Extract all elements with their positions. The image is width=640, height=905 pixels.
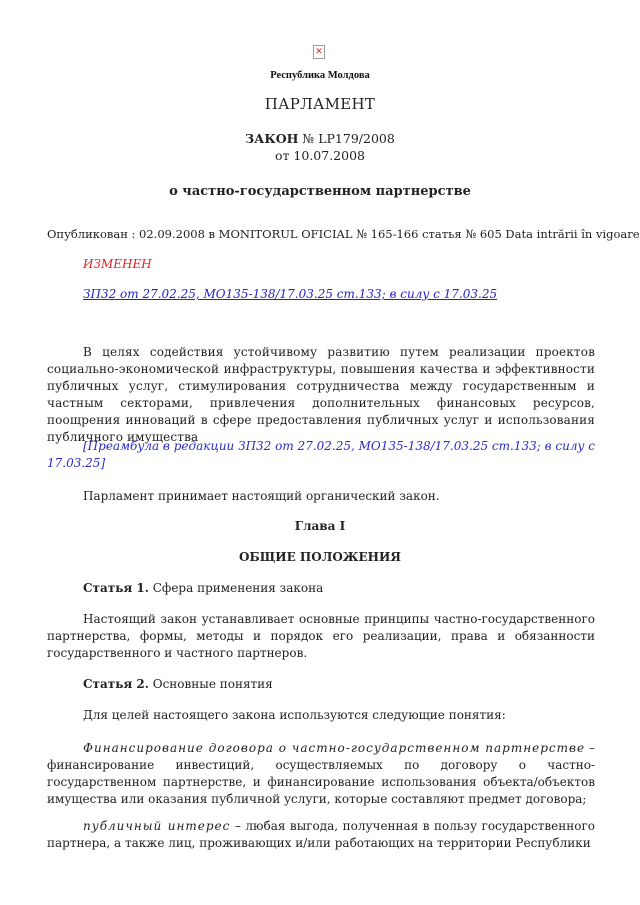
definition-term: публичный интерес bbox=[83, 819, 231, 833]
chapter-number: Глава I bbox=[294, 519, 346, 533]
parliament-heading: ПАРЛАМЕНТ bbox=[264, 95, 376, 113]
definition-item bbox=[47, 818, 595, 852]
law-title: о частно-государственном партнерстве bbox=[169, 184, 471, 199]
article-2-intro: Для целей настоящего закона используются следующие понятия: bbox=[83, 708, 506, 722]
article-1-heading bbox=[83, 580, 323, 597]
definition-term: Финансирование договора о частно-государственном партнерстве bbox=[83, 741, 586, 755]
definition-item bbox=[47, 740, 595, 808]
modified-status: ИЗМЕНЕН bbox=[83, 257, 152, 271]
broken-image-icon: ✕ bbox=[313, 45, 325, 59]
article-1-paragraph: Настоящий закон устанавливает основные принципы частно-государственного партнерства, формы, методы и порядок его реализации, права и обязанности государственного и частного партнеров. bbox=[47, 612, 595, 660]
publication-info: Опубликован : 02.09.2008 в MONITORUL OFICIAL № 165-166 статья № 605 Data intrării în vigoare bbox=[47, 227, 640, 241]
preamble-text: В целях содействия устойчивому развитию путем реализации проектов социально-экономической инфраструктуры, повышения качества и эффективности публичных услуг, стимулирования сотрудничества между государственным и частным секторами, привлечения дополнительных финансовых ресурсов, поощрения инноваций в сфере предоставления публичных услуг и использования публичного имущества bbox=[47, 345, 595, 444]
article-2-title: Основные понятия bbox=[152, 677, 273, 691]
adoption-statement: Парламент принимает настоящий органический закон. bbox=[83, 489, 440, 503]
law-number-line bbox=[0, 130, 640, 147]
definition-text: – финансирование инвестиций, осуществляемых по договору о частно-государственном партнерстве, и финансирование использования объекта/объектов имущества или оказания публичной услуги, которые составляют предмет договора; bbox=[47, 741, 595, 806]
article-2-label: Статья 2. bbox=[83, 677, 149, 691]
preamble-amendment-note: [Преамбула в редакции ЗП32 от 27.02.25, MO135-138/17.03.25 ст.133; в силу с 17.03.25] bbox=[47, 439, 595, 470]
article-2-heading bbox=[83, 676, 273, 693]
article-1-title: Сфера применения закона bbox=[152, 581, 324, 595]
modification-link[interactable]: ЗП32 от 27.02.25, MO135-138/17.03.25 ст.133; в силу с 17.03.25 bbox=[83, 287, 498, 301]
definition-text: – любая выгода, полученная в пользу государственного партнера, а также лиц, проживающих и/или работающих на территории Республики bbox=[47, 819, 596, 850]
article-1-label: Статья 1. bbox=[83, 581, 149, 595]
law-date: от 10.07.2008 bbox=[275, 148, 365, 163]
law-label: ЗАКОН bbox=[245, 131, 299, 146]
law-number: № LP179/2008 bbox=[302, 131, 395, 146]
chapter-title: ОБЩИЕ ПОЛОЖЕНИЯ bbox=[239, 550, 401, 564]
republic-label: Республика Молдова bbox=[270, 70, 370, 81]
